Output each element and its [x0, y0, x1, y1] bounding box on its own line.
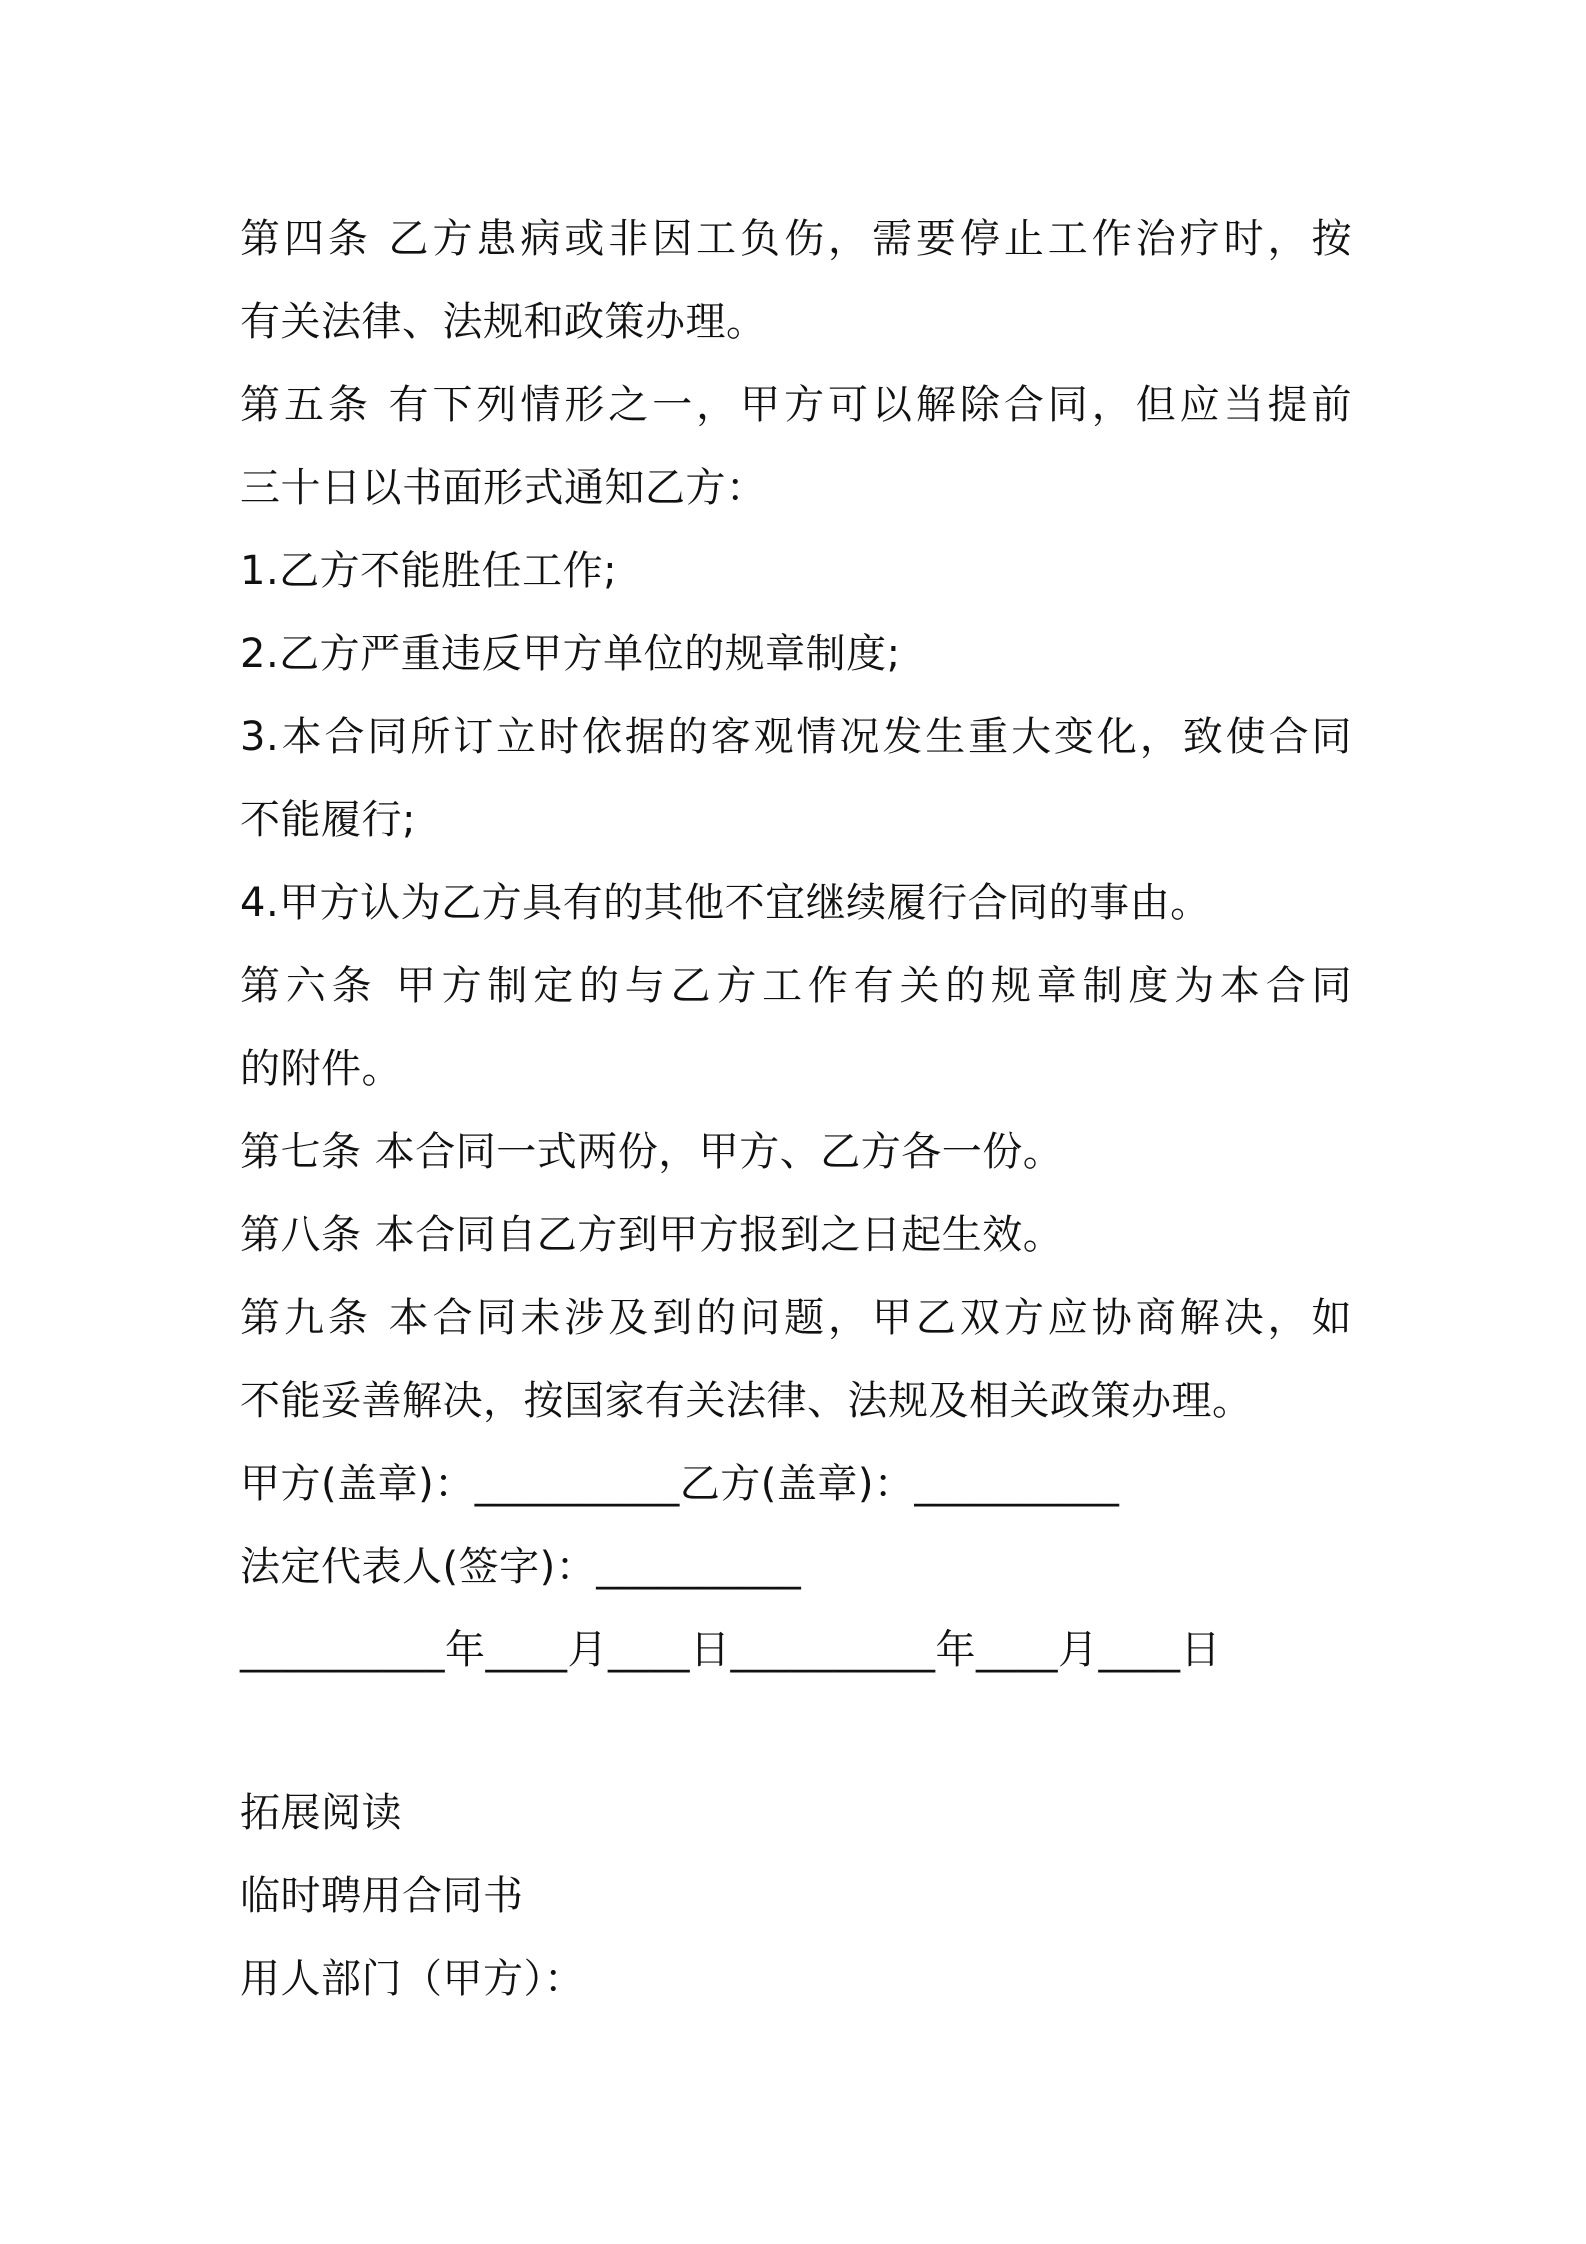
clause-3-line-2: 不能履行;	[240, 797, 416, 843]
article-5-line-1: 第五条 有下列情形之一，甲方可以解除合同，但应当提前	[240, 382, 1352, 428]
article-5-line-2: 三十日以书面形式通知乙方：	[240, 465, 767, 511]
extended-reading-heading: 拓展阅读	[240, 1790, 402, 1836]
clause-3-line-1: 3.本合同所订立时依据的客观情况发生重大变化，致使合同	[240, 714, 1352, 760]
article-4-line-2: 有关法律、法规和政策办理。	[240, 299, 767, 345]
article-7: 第七条 本合同一式两份，甲方、乙方各一份。	[240, 1129, 1064, 1175]
article-6-line-2: 的附件。	[240, 1046, 402, 1092]
article-9-line-2: 不能妥善解决，按国家有关法律、法规及相关政策办理。	[240, 1378, 1253, 1424]
section-spacer	[240, 1692, 1352, 1772]
party-a-label: 用人部门（甲方）：	[240, 1956, 585, 2002]
clause-1: 1.乙方不能胜任工作;	[240, 548, 618, 594]
clause-4: 4.甲方认为乙方具有的其他不宜继续履行合同的事由。	[240, 880, 1211, 926]
article-8: 第八条 本合同自乙方到甲方报到之日起生效。	[240, 1212, 1064, 1258]
document-page	[240, 198, 1352, 2021]
date-line: __________年____月____日__________年____月____日	[240, 1627, 1221, 1673]
legal-representative-line: 法定代表人(签字)：__________	[240, 1544, 802, 1590]
signature-seal-line: 甲方(盖章)：__________乙方(盖章)：__________	[240, 1461, 1120, 1507]
article-6-line-1: 第六条 甲方制定的与乙方工作有关的规章制度为本合同	[240, 963, 1352, 1009]
article-9-line-1: 第九条 本合同未涉及到的问题，甲乙双方应协商解决，如	[240, 1295, 1352, 1341]
contract-title: 临时聘用合同书	[240, 1873, 524, 1919]
clause-2: 2.乙方严重违反甲方单位的规章制度;	[240, 631, 901, 677]
article-4-line-1: 第四条 乙方患病或非因工负伤，需要停止工作治疗时，按	[240, 216, 1352, 262]
